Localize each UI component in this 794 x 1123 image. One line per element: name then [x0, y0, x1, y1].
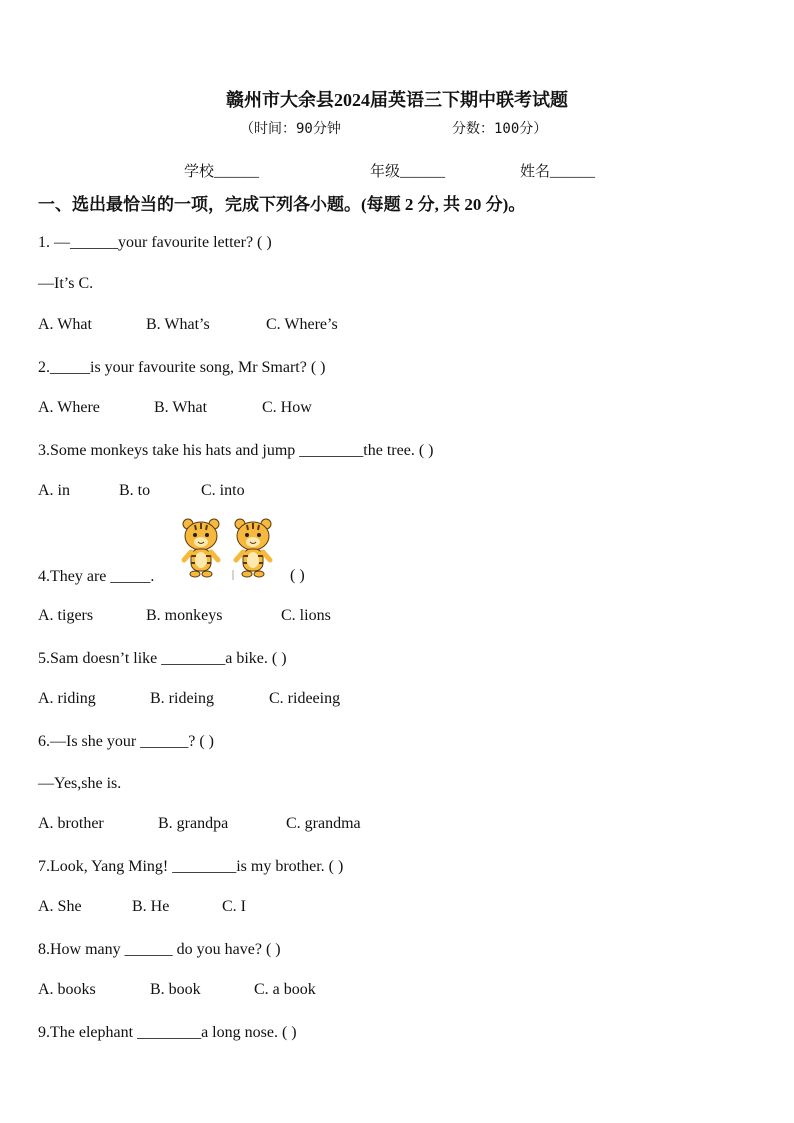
question-8-option-b[interactable]: B. book: [150, 981, 201, 998]
question-9-stem: 9.The elephant ________a long nose. ( ): [38, 1024, 297, 1041]
question-6-stem: 6.—Is she your ______? ( ): [38, 733, 214, 750]
question-5-option-b[interactable]: B. rideing: [150, 690, 214, 707]
question-2-option-a[interactable]: A. Where: [38, 399, 100, 416]
question-7-option-a[interactable]: A. She: [38, 898, 82, 915]
question-7-option-c[interactable]: C. I: [222, 898, 246, 915]
question-3-option-b[interactable]: B. to: [119, 482, 151, 499]
question-4-stem: 4.They are _____.: [38, 568, 155, 585]
exam-score: 分数：100分）: [452, 121, 548, 137]
question-7-stem: 7.Look, Yang Ming! ________is my brother. ( ): [38, 858, 344, 875]
question-4-option-c[interactable]: C. lions: [281, 607, 331, 624]
question-1-option-a[interactable]: A. What: [38, 316, 92, 333]
question-6-option-b[interactable]: B. grandpa: [158, 815, 229, 832]
question-5-option-a[interactable]: A. riding: [38, 690, 96, 707]
tiger-icon: [235, 519, 271, 577]
question-5-stem: 5.Sam doesn’t like ________a bike. ( ): [38, 650, 287, 667]
exam-title: 赣州市大余县2024届英语三下期中联考试题: [226, 90, 568, 110]
question-7-option-b[interactable]: B. He: [132, 898, 170, 915]
question-3-option-a[interactable]: A. in: [38, 482, 70, 499]
question-3-stem: 3.Some monkeys take his hats and jump ________the tree. ( ): [38, 442, 434, 459]
question-4-paren: ( ): [290, 567, 305, 584]
question-1-option-c[interactable]: C. Where’s: [266, 316, 338, 333]
question-2-option-c[interactable]: C. How: [262, 399, 312, 416]
tiger-icon: [183, 519, 219, 577]
question-5-option-c[interactable]: C. rideeing: [269, 690, 341, 707]
exam-time: （时间：90分钟: [240, 121, 341, 137]
question-6-option-a[interactable]: A. brother: [38, 815, 104, 832]
question-1-answer-line: —It’s C.: [38, 275, 94, 292]
question-6-answer-line: —Yes,she is.: [38, 775, 122, 792]
school-field: 学校______: [184, 164, 260, 180]
question-2-option-b[interactable]: B. What: [154, 399, 208, 416]
section-heading: 一、选出最恰当的一项，完成下列各小题。(每题 2 分, 共 20 分)。: [38, 195, 526, 214]
question-8-stem: 8.How many ______ do you have? ( ): [38, 941, 281, 958]
grade-field: 年级______: [370, 164, 446, 180]
question-4-option-b[interactable]: B. monkeys: [146, 607, 223, 624]
question-6-option-c[interactable]: C. grandma: [286, 815, 361, 832]
tiger-image: [176, 516, 280, 582]
question-8-option-c[interactable]: C. a book: [254, 981, 316, 998]
question-1-stem: 1. —______your favourite letter? ( ): [38, 234, 272, 251]
question-8-option-a[interactable]: A. books: [38, 981, 96, 998]
name-field: 姓名______: [520, 164, 596, 180]
question-3-option-c[interactable]: C. into: [201, 482, 245, 499]
question-1-option-b[interactable]: B. What’s: [146, 316, 210, 333]
question-4-option-a[interactable]: A. tigers: [38, 607, 94, 624]
question-2-stem: 2._____is your favourite song, Mr Smart? ( ): [38, 359, 326, 376]
